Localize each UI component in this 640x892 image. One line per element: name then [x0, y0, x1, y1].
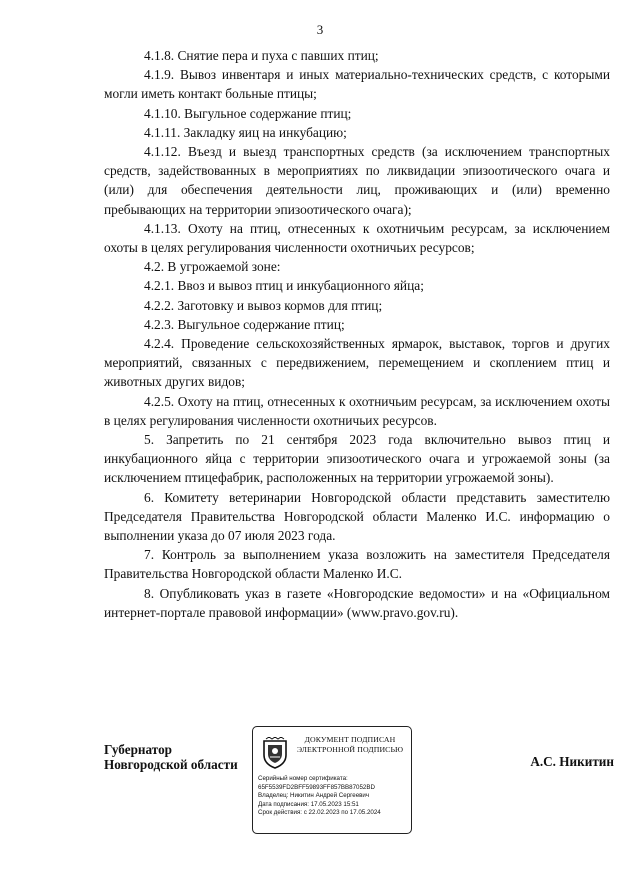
- clause-4-1-9: 4.1.9. Вывоз инвентаря и иных материально-технических средств, с которыми могли иметь контакт больные птицы;: [104, 67, 610, 102]
- clause-4-1-10: 4.1.10. Выгульное содержание птиц;: [144, 105, 352, 121]
- stamp-cert-number: 65F5539FD2BFF59893FF857BB87052BD: [258, 783, 375, 791]
- stamp-header-line2: ЭЛЕКТРОННОЙ ПОДПИСЬЮ: [296, 745, 404, 754]
- signatory-title-line1: Губернатор: [104, 742, 172, 757]
- stamp-header-line1: ДОКУМЕНТ ПОДПИСАН: [304, 735, 396, 744]
- clause-4-2-1: 4.2.1. Ввоз и вывоз птиц и инкубационного яйца;: [144, 278, 424, 294]
- clause-4-2-4: 4.2.4. Проведение сельскохозяйственных ярмарок, выставок, торгов и других мероприятий, связанных с передвижением, перемещением и скоплением птиц и животных других видов;: [104, 336, 610, 390]
- clause-5: 5. Запретить по 21 сентября 2023 года включительно вывоз птиц и инкубационного яйца с территории эпизоотического очага и угрожаемой зоны (за исключением птицефабрик, расположенных на территории угрожаемой зоны).: [104, 432, 610, 486]
- stamp-owner: Владелец: Никитин Андрей Сергеевич: [258, 792, 370, 800]
- clause-4-2-2: 4.2.2. Заготовку и вывоз кормов для птиц;: [144, 297, 383, 313]
- stamp-validity: Срок действия: с 22.02.2023 по 17.05.2024: [258, 809, 381, 817]
- document-body: [104, 46, 610, 622]
- page-number: 3: [316, 22, 324, 37]
- clause-4-2-3: 4.2.3. Выгульное содержание птиц;: [144, 316, 345, 332]
- coat-of-arms-icon: [261, 737, 289, 769]
- clause-4-2-5: 4.2.5. Охоту на птиц, отнесенных к охотничьим ресурсам, за исключением охоты в целях регулирования численности охотничьих ресурсов.: [104, 393, 610, 428]
- clause-4-1-8: 4.1.8. Снятие пера и пуха с павших птиц;: [144, 48, 379, 63]
- clause-6: 6. Комитету ветеринарии Новгородской области представить заместителю Председателя Правительства Новгородской области Маленко И.С. информацию о выполнении указа до 07 июля 2023 года.: [104, 489, 610, 544]
- signatory-title: [104, 742, 238, 772]
- clause-8: 8. Опубликовать указ в газете «Новгородские ведомости» и на «Официальном интернет-портале правовой информации» (www.pravo.gov.ru).: [104, 585, 610, 620]
- clause-4-2: 4.2. В угрожаемой зоне:: [144, 259, 281, 275]
- clause-4-1-11: 4.1.11. Закладку яиц на инкубацию;: [144, 124, 347, 140]
- electronic-signature-stamp: [252, 726, 412, 834]
- stamp-cert-label: Серийный номер сертификата:: [258, 775, 348, 782]
- stamp-signed-date: Дата подписания: 17.05.2023 15:51: [258, 800, 359, 808]
- stamp-details: [258, 775, 381, 818]
- clause-4-1-12: 4.1.12. Въезд и выезд транспортных средств (за исключением транспортных средств, задействованных в мероприятиях по ликвидации эпизоотического очага и (или) для обеспечения деятельности лиц, проживающих и (или) временно пребывающих на территории эпизоотического очага);: [104, 144, 610, 217]
- clause-4-1-13: 4.1.13. Охоту на птиц, отнесенных к охотничьим ресурсам, за исключением охоты в целях регулирования численности охотничьих ресурсов;: [104, 220, 610, 256]
- signatory-name: А.С. Никитин: [530, 754, 614, 769]
- stamp-header: [293, 735, 407, 755]
- signature-block: [104, 726, 614, 836]
- clause-7: 7. Контроль за выполнением указа возложить на заместителя Председателя Правительства Новгородской области Маленко И.С.: [104, 547, 610, 582]
- signatory-title-line2: Новгородской области: [104, 757, 238, 772]
